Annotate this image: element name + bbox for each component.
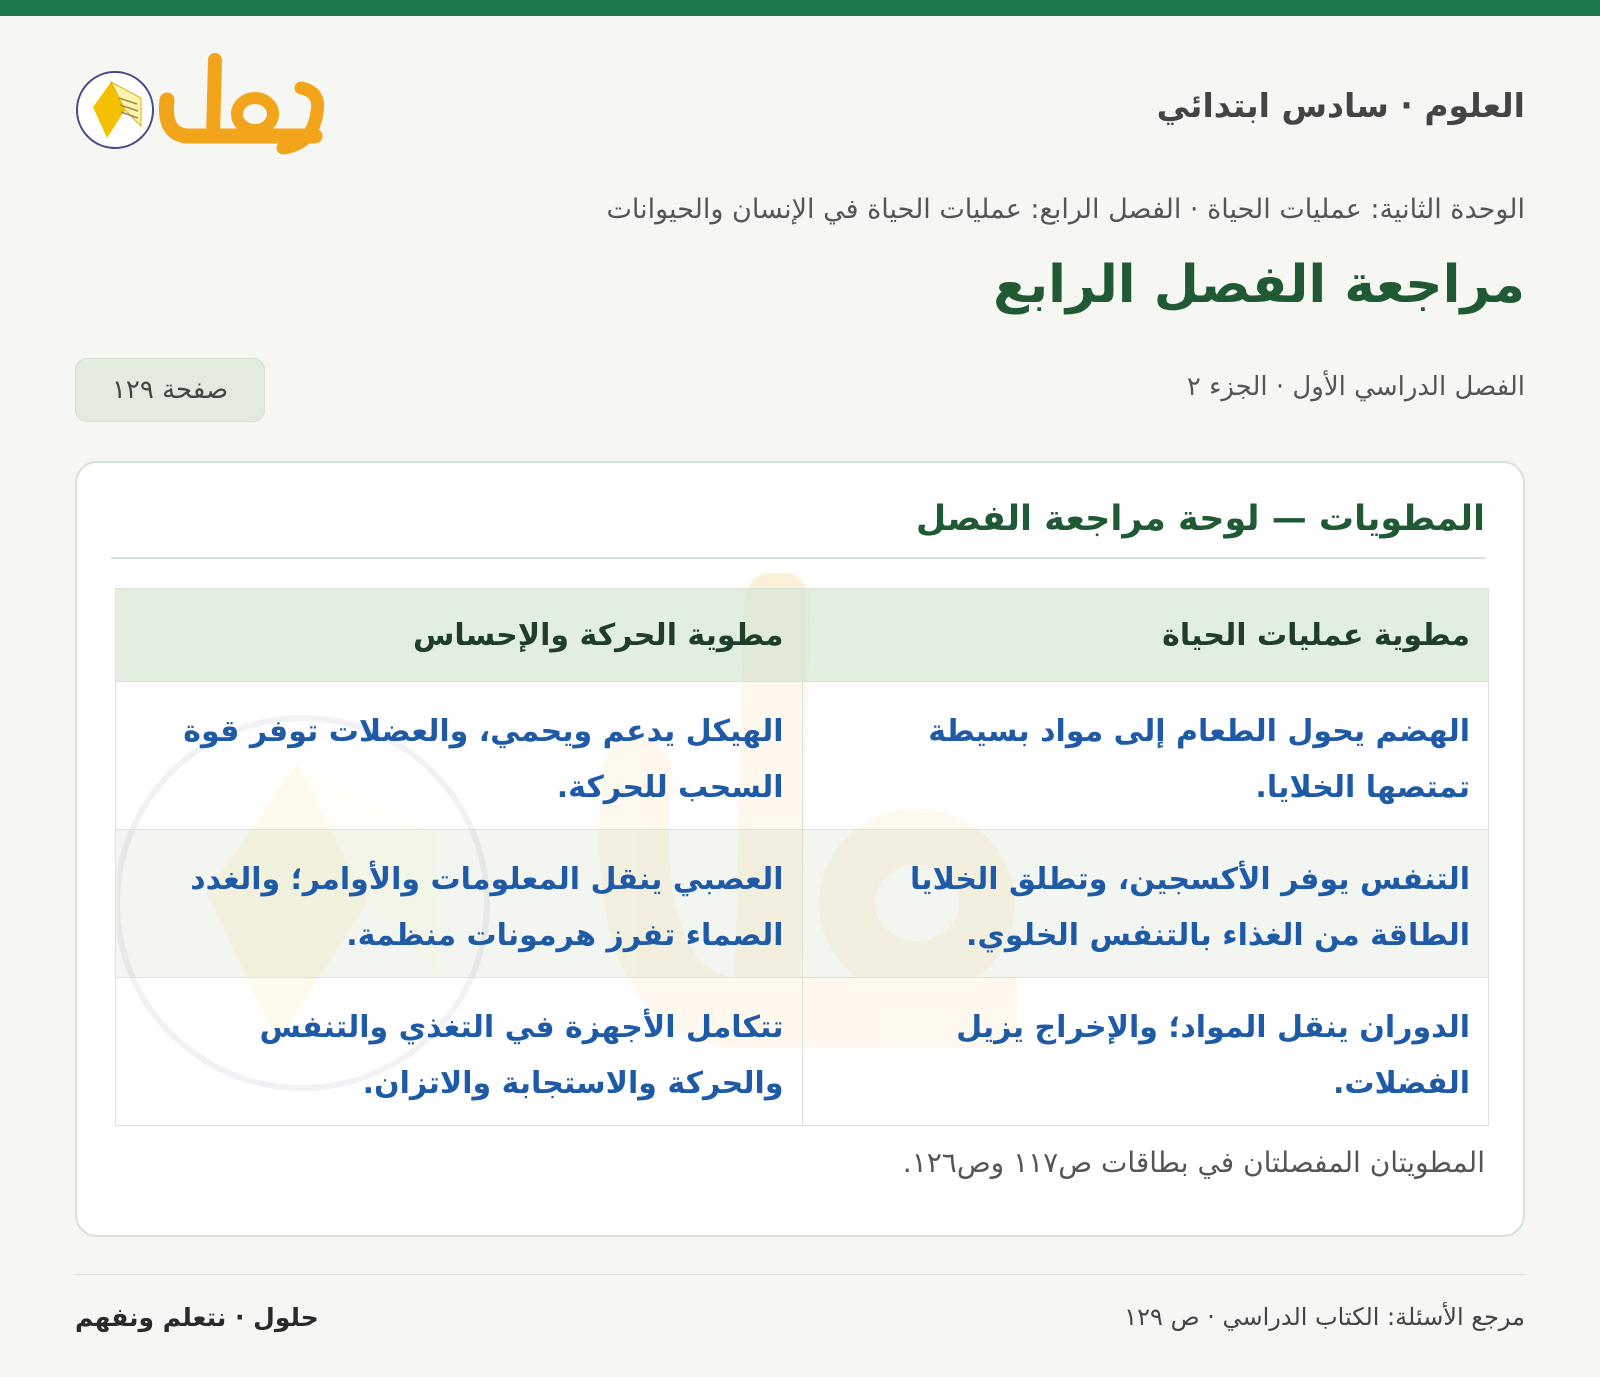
page-title: مراجعة الفصل الرابع <box>993 255 1525 315</box>
table-row <box>116 830 1489 978</box>
footer-tagline: حلول · نتعلم ونفهم <box>75 1303 319 1332</box>
questions-reference: مرجع الأسئلة: الكتاب الدراسي · ص ١٢٩ <box>1124 1303 1525 1331</box>
column-header-movement-sensation: مطوية الحركة والإحساس <box>116 589 803 682</box>
table-row <box>116 978 1489 1126</box>
table-cell: الهضم يحول الطعام إلى مواد بسيطة تمتصها الخلايا. <box>802 682 1489 830</box>
page-header <box>75 52 1525 162</box>
card-footnote: المطويتان المفصلتان في بطاقات ص١١٧ وص١٢٦. <box>902 1146 1485 1179</box>
table-cell: الدوران ينقل المواد؛ والإخراج يزيل الفضلات. <box>802 978 1489 1126</box>
column-header-life-processes: مطوية عمليات الحياة <box>802 589 1489 682</box>
table-cell: الهيكل يدعم ويحمي، والعضلات توفر قوة السحب للحركة. <box>116 682 803 830</box>
footer-divider <box>75 1274 1525 1275</box>
table-header-row <box>116 589 1489 682</box>
foldables-card <box>75 461 1525 1237</box>
subject-grade-label: العلوم · سادس ابتدائي <box>1156 86 1525 125</box>
foldables-table <box>115 588 1489 1126</box>
table-cell: التنفس يوفر الأكسجين، وتطلق الخلايا الطاقة من الغذاء بالتنفس الخلوي. <box>802 830 1489 978</box>
table-cell: تتكامل الأجهزة في التغذي والتنفس والحركة والاستجابة والاتزان. <box>116 978 803 1126</box>
page-number-badge: صفحة ١٢٩ <box>75 358 265 422</box>
table-row <box>116 682 1489 830</box>
breadcrumb: الوحدة الثانية: عمليات الحياة · الفصل الرابع: عمليات الحياة في الإنسان والحيوانات <box>606 194 1525 225</box>
top-accent-bar <box>0 0 1600 16</box>
term-label: الفصل الدراسي الأول · الجزء ٢ <box>1186 372 1525 402</box>
table-cell: العصبي ينقل المعلومات والأوامر؛ والغدد الصماء تفرز هرمونات منظمة. <box>116 830 803 978</box>
hulul-logo[interactable] <box>75 52 335 162</box>
logo-graphic <box>75 52 335 162</box>
card-title: المطويات — لوحة مراجعة الفصل <box>111 499 1485 559</box>
